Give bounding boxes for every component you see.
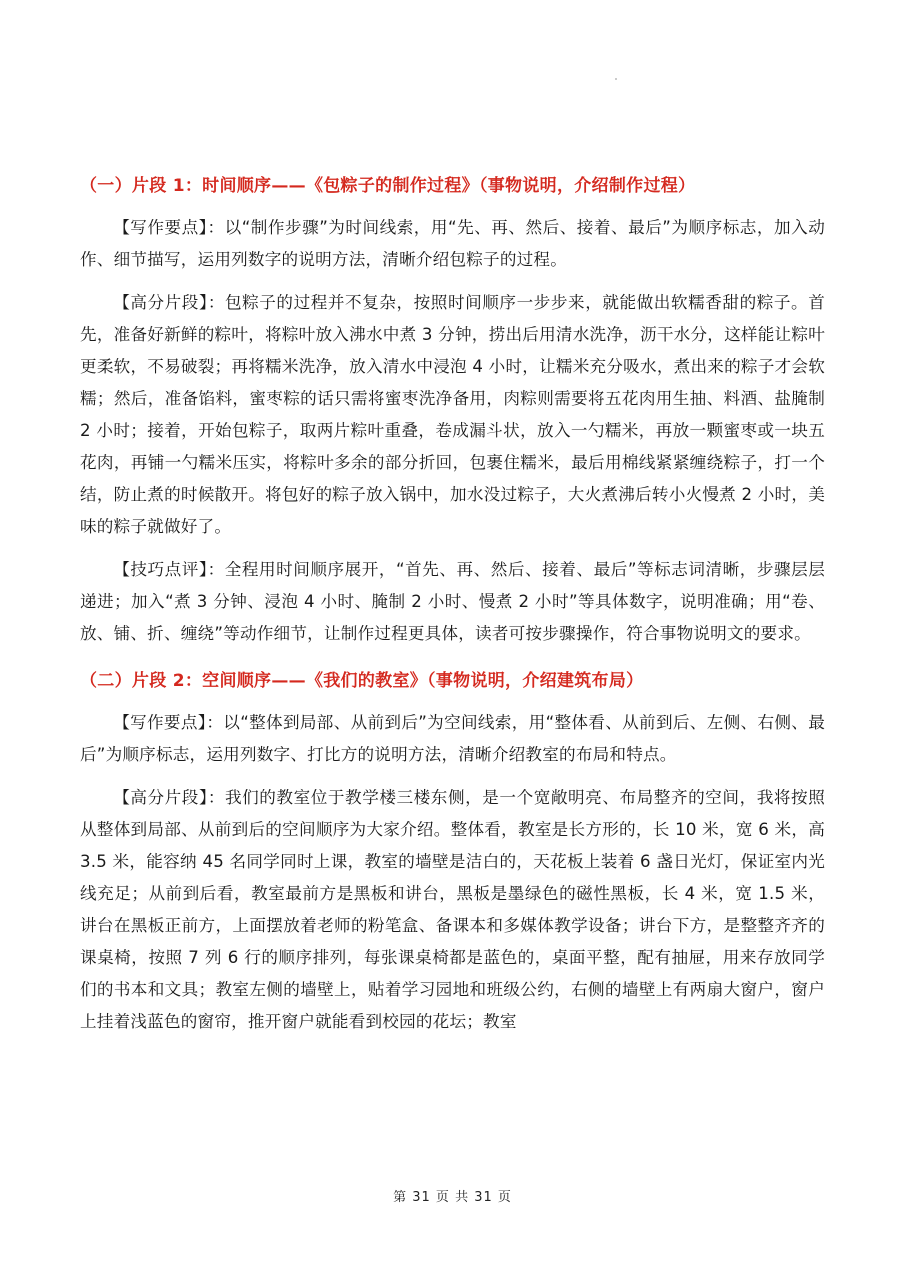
section-1-writing-points [80,212,825,276]
section-1-sample-passage [80,287,825,543]
speck-mark [615,78,617,80]
sample-passage-label: 【高分片段】 [113,293,208,312]
section-1-title: （一）片段 1：时间顺序——《包粽子的制作过程》（事物说明，介绍制作过程） [80,176,696,196]
sample-passage-label: 【高分片段】 [113,788,208,807]
section-1-technique-comment [80,554,825,650]
writing-points-label: 【写作要点】 [113,218,208,237]
section-2-sample-passage [80,782,825,1038]
main-content [80,160,825,1049]
sample-passage-text: ：包粽子的过程并不复杂，按照时间顺序一步步来，就能做出软糯香甜的粽子。首先，准备好新鲜的粽叶，将粽叶放入沸水中煮 3 分钟，捞出后用清水洗净，沥干水分，这样能让粽叶更柔软，不易破裂；再将糯米洗净，放入清水中浸泡 4 小时，让糯米充分吸水，煮出来的粽子才会软糯；然后，准备馅料，蜜枣粽的话只需将蜜枣洗净备用，肉粽则需要将五花肉用生抽、料酒、盐腌制 2 小时；接着，开始包粽子，取两片粽叶重叠，卷成漏斗状，放入一勺糯米，再放一颗蜜枣或一块五花肉，再铺一勺糯米压实，将粽叶多余的部分折回，包裹住糯米，最后用棉线紧紧缠绕粽子，打一个结，防止煮的时候散开。将包好的粽子放入锅中，加水没过粽子，大火煮沸后转小火慢煮 2 小时，美味的粽子就做好了。 [80,293,825,536]
section-2-writing-points [80,707,825,771]
technique-comment-label: 【技巧点评】 [113,560,208,579]
writing-points-text: ：以“整体到局部、从前到后”为空间线索，用“整体看、从前到后、左侧、右侧、最后”为顺序标志，运用列数字、打比方的说明方法，清晰介绍教室的布局和特点。 [80,713,825,764]
writing-points-text: ：以“制作步骤”为时间线索，用“先、再、然后、接着、最后”为顺序标志，加入动作、细节描写，运用列数字的说明方法，清晰介绍包粽子的过程。 [80,218,825,269]
writing-points-label: 【写作要点】 [113,713,207,732]
page-footer: 第 31 页 共 31 页 [393,1190,512,1205]
technique-comment-text: ：全程用时间顺序展开，“首先、再、然后、接着、最后”等标志词清晰，步骤层层递进；加入“煮 3 分钟、浸泡 4 小时、腌制 2 小时、慢煮 2 小时”等具体数字，说明准确；用“卷、放、铺、折、缠绕”等动作细节，让制作过程更具体，读者可按步骤操作，符合事物说明文的要求。 [80,560,826,643]
sample-passage-text: ：我们的教室位于教学楼三楼东侧，是一个宽敞明亮、布局整齐的空间，我将按照从整体到局部、从前到后的空间顺序为大家介绍。整体看，教室是长方形的，长 10 米，宽 6 米，高 3.5 米，能容纳 45 名同学同时上课，教室的墙壁是洁白的，天花板上装着 6 盏日光灯，保证室内光线充足；从前到后看，教室最前方是黑板和讲台，黑板是墨绿色的磁性黑板，长 4 米，宽 1.5 米，讲台在黑板正前方，上面摆放着老师的粉笔盒、备课本和多媒体教学设备；讲台下方，是整整齐齐的课桌椅，按照 7 列 6 行的顺序排列，每张课桌椅都是蓝色的，桌面平整，配有抽屉，用来存放同学们的书本和文具；教室左侧的墙壁上，贴着学习园地和班级公约，右侧的墙壁上有两扇大窗户，窗户上挂着浅蓝色的窗帘，推开窗户就能看到校园的花坛；教室 [80,788,825,1031]
section-2-title: （二）片段 2：空间顺序——《我们的教室》（事物说明，介绍建筑布局） [80,671,644,691]
